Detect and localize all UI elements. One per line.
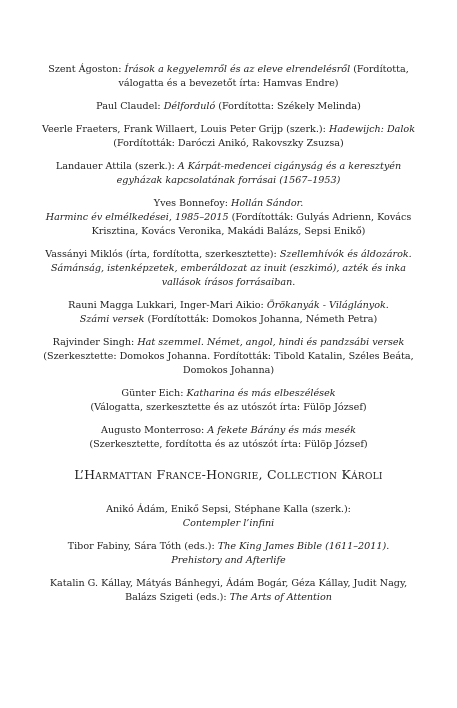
bibliography-entry	[40, 577, 417, 605]
entry-text: (Szerkesztette: Domokos Johanna. Fordították: Tibold Katalin, Széles Beáta,	[43, 351, 414, 362]
entry-line	[40, 123, 417, 137]
entry-line	[40, 77, 417, 91]
entry-line	[40, 262, 417, 276]
entry-text: (Válogatta, szerkesztette és az utószót írta: Fülöp József)	[90, 402, 367, 413]
entry-text: Tibor Fabiny, Sára Tóth (eds.):	[67, 541, 218, 552]
entry-text: Rauni Magga Lukkari, Inger-Mari Aikio:	[68, 300, 267, 311]
entry-line	[40, 336, 417, 350]
section-title: L’Harmattan France-Hongrie, Collection Károli	[74, 467, 383, 482]
entry-text: Krisztina, Kovács Veronika, Makádi Balázs, Sepsi Enikő)	[91, 226, 366, 237]
title-text: A Kárpát-medencei cigányság és a keresztyén	[177, 161, 402, 172]
bibliography-entry	[40, 503, 417, 531]
entry-text: Günter Eich:	[121, 388, 187, 399]
title-text: Örökanyák - Világlányok.	[266, 300, 389, 311]
title-text: Szellemhívók és áldozárok.	[279, 249, 412, 260]
title-text: Prehistory and Afterlife	[171, 555, 286, 566]
entry-line	[40, 299, 417, 313]
entry-text: (Szerkesztette, fordította és az utószót írta: Fülöp József)	[89, 439, 368, 450]
title-text: Harminc év elmélkedései, 1985–2015	[45, 212, 229, 223]
entry-line	[40, 313, 417, 327]
entry-text: válogatta és a bevezetőt írta: Hamvas Endre)	[118, 78, 339, 89]
bibliography-entry	[40, 336, 417, 378]
entry-line	[40, 577, 417, 591]
entry-line	[40, 364, 417, 378]
entry-line	[40, 387, 417, 401]
entry-line	[40, 63, 417, 77]
title-text: Sámánság, istenképzetek, emberáldozat az inuit (eszkimó), azték és inka	[50, 263, 407, 274]
entry-line	[40, 197, 417, 211]
entry-text: Veerle Fraeters, Frank Willaert, Louis Peter Grijp (szerk.):	[41, 124, 329, 135]
bibliography-entry	[40, 424, 417, 452]
entry-text: (Fordították: Gulyás Adrienn, Kovács	[228, 212, 412, 223]
entry-line	[40, 554, 417, 568]
bibliography-entry	[40, 387, 417, 415]
title-text: A fekete Bárány és más mesék	[207, 425, 356, 436]
entry-line	[40, 503, 417, 517]
entry-line	[40, 100, 417, 114]
entry-text: (Fordította: Székely Melinda)	[215, 101, 361, 112]
entry-line	[40, 160, 417, 174]
bibliography-entry	[40, 100, 417, 114]
title-text: Hadewijch: Dalok	[328, 124, 416, 135]
entry-text: Landauer Attila (szerk.):	[55, 161, 178, 172]
entry-text: Augusto Monterroso:	[101, 425, 208, 436]
bibliography-entry	[40, 197, 417, 239]
title-text: Katharina és más elbeszélések	[186, 388, 336, 399]
entry-line	[40, 211, 417, 225]
entry-text: Vassányi Miklós (írta, fordította, szerkesztette):	[45, 249, 280, 260]
entry-line	[40, 401, 417, 415]
entry-line	[40, 438, 417, 452]
entry-text: Anikó Ádám, Enikő Sepsi, Stéphane Kalla (szerk.):	[106, 504, 351, 515]
entry-line	[40, 248, 417, 262]
entry-text: Rajvinder Singh:	[52, 337, 138, 348]
entry-line	[40, 517, 417, 531]
entry-text: Yves Bonnefoy:	[153, 198, 232, 209]
title-text: The Arts of Attention	[229, 592, 332, 603]
title-text: Hollán Sándor.	[231, 198, 304, 209]
collection-list	[40, 503, 417, 614]
entry-line	[40, 350, 417, 364]
title-text: Számi versek	[79, 314, 145, 325]
title-text: egyházak kapcsolatának forrásai (1567–1953)	[116, 175, 341, 186]
title-text: Délforduló	[163, 101, 216, 112]
bibliography-entry	[40, 63, 417, 91]
entry-line	[40, 424, 417, 438]
entry-text: Katalin G. Kállay, Mátyás Bánhegyi, Ádám Bogár, Géza Kállay, Judit Nagy,	[49, 578, 408, 589]
bibliography-entry	[40, 123, 417, 151]
entry-text: (Fordította,	[350, 64, 409, 75]
entry-line	[40, 225, 417, 239]
entry-line	[40, 174, 417, 188]
entry-text: Balázs Szigeti (eds.):	[125, 592, 230, 603]
title-text: Contempler l’infini	[182, 518, 275, 529]
entry-text: Paul Claudel:	[96, 101, 164, 112]
entry-text: Szent Ágoston:	[48, 64, 125, 75]
entry-text: (Fordították: Daróczi Anikó, Rakovszky Zsuzsa)	[113, 138, 344, 149]
entry-line	[40, 137, 417, 151]
entry-line	[40, 276, 417, 290]
bibliography-entry	[40, 540, 417, 568]
title-text: vallások írásos forrásaiban.	[161, 277, 296, 288]
entry-text: (Fordították: Domokos Johanna, Németh Petra)	[144, 314, 378, 325]
title-text: The King James Bible (1611–2011).	[217, 541, 390, 552]
entry-line	[40, 591, 417, 605]
title-text: Hat szemmel. Német, angol, hindi és pandzsábi versek	[137, 337, 405, 348]
bibliography-entry	[40, 299, 417, 327]
bibliography-entry	[40, 160, 417, 188]
publication-list	[40, 63, 417, 461]
entry-line	[40, 540, 417, 554]
entry-text: Domokos Johanna)	[182, 365, 275, 376]
bibliography-entry	[40, 248, 417, 290]
title-text: Írások a kegyelemről és az eleve elrendelésről	[124, 64, 351, 75]
